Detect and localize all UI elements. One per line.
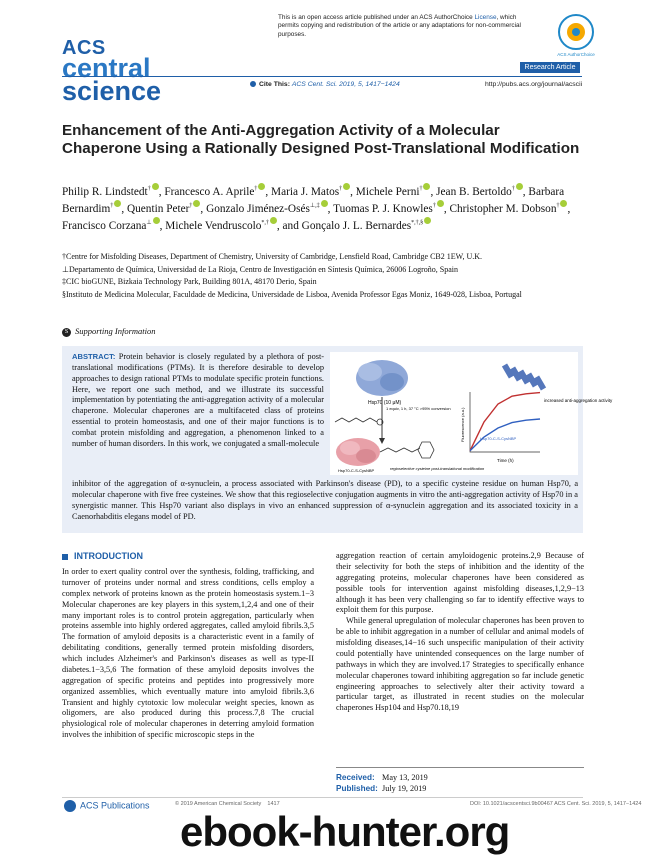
author-affiliation-mark: † xyxy=(110,203,114,210)
author-affiliation-mark: ⊥,‡ xyxy=(309,203,320,210)
orcid-icon[interactable] xyxy=(153,217,160,224)
toc-graphic xyxy=(330,352,613,475)
author-list: Philip R. Lindstedt† , Francesco A. Aprile† , Maria J. Matos† , Michele Perni† , Jean B. Bertoldo† , Barbara Bernardim† , Quentin Peter† , Gonzalo Jiménez-Osés⊥,‡ , Tuomas P. J. Knowles† , Christopher M. Dobson† , Francisco Corzana⊥ , Michele Vendruscolo*,† , and Gonçalo J. L. Bernardes*,†,§ xyxy=(62,183,587,234)
author-affiliation-mark: † xyxy=(189,203,193,210)
toc-svg xyxy=(330,352,613,475)
article-dates xyxy=(336,767,584,795)
author-name[interactable]: Gonzalo Jiménez-Osés xyxy=(206,202,310,215)
author-name[interactable]: Tuomas P. J. Knowles xyxy=(333,202,433,215)
affiliation: ⊥Departamento de Química, Universidad de La Rioja, Centro de Investigación en Síntesis Química, 26006 Logroño, Spain xyxy=(62,264,458,274)
author-name[interactable]: Christopher M. Dobson xyxy=(449,202,557,215)
authorchoice-badge-icon xyxy=(558,14,594,50)
toc-product-label: Hsp70-C-S-CysNBP xyxy=(338,468,375,473)
cite-ref: ACS Cent. Sci. 2019, 5, 1417−1424 xyxy=(291,81,400,88)
cite-icon xyxy=(250,81,256,87)
acs-logo-icon xyxy=(64,800,76,812)
author-name[interactable]: Quentin Peter xyxy=(126,202,190,215)
open-access-text-2: , which permits copying and redistribution of the article or any adaptations for non-commercial purposes. xyxy=(278,14,521,38)
orcid-icon[interactable] xyxy=(321,200,328,207)
page-number: 1417 xyxy=(267,801,280,807)
author-name[interactable]: Maria J. Matos xyxy=(271,185,340,198)
author-affiliation-mark: † xyxy=(254,186,258,192)
orcid-icon[interactable] xyxy=(258,183,265,190)
author-name[interactable]: Michele Perni xyxy=(355,185,420,198)
intro-column-2 xyxy=(336,551,584,714)
journal-logo xyxy=(62,37,162,106)
chart-series-line xyxy=(470,419,540,451)
supporting-info-label: Supporting Information xyxy=(75,326,156,336)
toc-regio-label: regioselective cysteine post-translational modification xyxy=(390,466,485,471)
author-affiliation-mark: † xyxy=(556,203,560,210)
affiliation: ‡CIC bioGUNE, Bizkaia Technology Park, Building 801A, 48170 Derio, Spain xyxy=(62,277,317,287)
author-name[interactable]: Jean B. Bertoldo xyxy=(436,185,512,198)
intro-paragraph: While general upregulation of molecular chaperones has been proven to be able to inhibit aggregation in a number of cellular and animal models of misfolding diseases,14−16 such unspecific manipulation of their activity could potentially have unintended consequences on the large number of pathways in which they are involved.17 Strategies to specifically enhance molecular chaperones toward inhibiting aggregation so far include genetic engineering approaches to selectively alter their activity toward a particular target, as illustrated in recent studies on the molecular chaperones Hsp104 and Hsp70.18,19 xyxy=(336,616,584,713)
section-heading-introduction xyxy=(62,551,143,561)
chart-axes xyxy=(470,392,540,452)
affiliation: §Instituto de Medicina Molecular, Faculdade de Medicina, Universidade de Lisboa, Avenida Professor Egas Moniz, 1649-028, Lisboa, Portugal xyxy=(62,289,522,299)
author-affiliation-mark: † xyxy=(147,186,151,192)
logo-acs: ACS xyxy=(62,37,106,59)
author-name[interactable]: Barbara Bernardim xyxy=(62,185,565,215)
conjugate-structure-icon xyxy=(380,442,434,458)
author-affiliation-mark: † xyxy=(432,203,436,210)
acs-publications-logo[interactable] xyxy=(64,800,150,812)
journal-url[interactable]: http://pubs.acs.org/journal/acscii xyxy=(485,81,583,88)
published-label: Published: xyxy=(336,784,378,794)
chart-xlabel: Time (h) xyxy=(497,458,514,463)
open-access-text-1: This is an open access article published under an ACS AuthorChoice xyxy=(278,14,473,21)
license-link[interactable]: License xyxy=(474,14,497,21)
introduction-heading: INTRODUCTION xyxy=(74,551,143,561)
footer-doi[interactable]: DOI: 10.1021/acscentsci.9b00467 ACS Cent. Sci. 2019, 5, 1417−1424 xyxy=(470,801,642,807)
abstract-text-1: Protein behavior is closely regulated by a plethora of post-translational modifications (PTMs). It is therefore desirable to develop approaches to design rational PTMs to modulate specific protein functions. Here, we report one such method, and we illustrate its successful implementation by potentiating the anti-aggregation activity of a molecular chaperone. Molecular chaperones are a multifaceted class of proteins essential to protein homeostasis, and one of their major functions is to combat protein misfolding and aggregation, a phenomenon linked to a number of human disorders. In this work, we conjugated a small-molecule xyxy=(72,352,325,448)
orcid-icon[interactable] xyxy=(423,183,430,190)
author-affiliation-mark: † xyxy=(419,186,423,192)
author-name[interactable]: Michele Vendruscolo xyxy=(165,219,262,232)
toc-hsp70-label: Hsp70 (10 μM) xyxy=(368,400,402,406)
supporting-info-icon: S xyxy=(62,328,71,337)
abstract-heading: ABSTRACT: xyxy=(72,352,116,361)
orcid-icon[interactable] xyxy=(437,200,444,207)
copyright: © 2019 American Chemical Society xyxy=(175,801,262,807)
author-affiliation-mark: † xyxy=(339,186,343,192)
received-label: Received: xyxy=(336,773,375,782)
toc-chart xyxy=(460,363,613,463)
orcid-icon[interactable] xyxy=(560,200,567,207)
author-name[interactable]: Francesco A. Aprile xyxy=(164,185,255,198)
publisher-name: ACS Publications xyxy=(80,800,150,811)
orcid-icon[interactable] xyxy=(152,183,159,190)
author-name[interactable]: Francisco Corzana xyxy=(62,219,147,232)
abstract-text-2: inhibitor of the aggregation of α-synuclein, a process associated with Parkinson's disease (PD), to a specific cysteine residue on human Hsp70, a molecular chaperone with five free cysteines. We show that this regioselective conjugation augments in vitro the anti-aggregation activity of Hsp70 in a synergistic manner. This Hsp70 variant also displays in vivo an enhanced suppression of α-synuclein aggregation and its associated toxicity in a Caenorhabditis elegans model of PD. xyxy=(72,479,578,521)
intro-paragraph: In order to exert quality control over the synthesis, folding, trafficking, and turnover of proteins under normal and stress conditions, cells employ a complex network of proteins known as the protein homeostasis system.1−3 Molecular chaperones are key players in this system,1,2,4 and one of their many important roles is to control protein aggregation, particularly when proteins assemble into highly ordered aggregates, called amyloid fibrils.3,5 The formation of amyloid deposits is a characteristic event in a family of debilitating conditions, generally termed protein misfolding disorders, which includes Alzheimer's and Parkinson's diseases as well as type-II diabetes.1−3,5,6 The formation of these amyloid deposits involves the aggregation of specific proteins and peptides into progressively more organized assemblies, which eventually mature into amyloid fibrils.3,6 Transient and highly cytotoxic low molecular weight species, known as oligomers, are also produced during this process.7,8 The crucial physiological role of molecular chaperones in deterring amyloid formation involves the inhibition of specific microscopic steps in the xyxy=(62,567,314,740)
orcid-icon[interactable] xyxy=(424,217,431,224)
footer-copyright xyxy=(175,801,280,807)
author-affiliation-mark: *,†,§ xyxy=(411,220,424,227)
toc-conditions: 1 equiv, 1 h, 37 °C >95% conversion xyxy=(386,406,451,411)
abstract-part1 xyxy=(72,352,324,450)
supporting-info-link[interactable] xyxy=(62,326,156,337)
hsp70-protein-icon xyxy=(356,360,408,396)
author-affiliation-mark: *,† xyxy=(261,220,269,227)
orcid-icon[interactable] xyxy=(193,200,200,207)
logo-science: science xyxy=(62,75,162,106)
orcid-icon[interactable] xyxy=(516,183,523,190)
published-date: July 19, 2019 xyxy=(382,784,427,794)
authorchoice-label: ACS AuthorChoice xyxy=(557,52,595,57)
article-title: Enhancement of the Anti-Aggregation Activity of a Molecular Chaperone Using a Rationally Designed Post-Translational Modification xyxy=(62,122,580,157)
chart-series-label: Hsp70-C-S-CysNBP xyxy=(480,436,517,441)
intro-paragraph: aggregation reaction of certain amyloidogenic proteins.2,9 Because of their selectivity for both the steps of inhibition and the identity of the aggregating proteins, molecular chaperones have been considered as possible tools for intervention against misfolding diseases,1,2,9−13 although it has been very challenging so far to identify effective ways to exploit them for this purpose. xyxy=(336,551,584,615)
affiliation: †Centre for Misfolding Diseases, Department of Chemistry, University of Cambridge, Lensfield Road, Cambridge CB2 1EW, U.K. xyxy=(62,252,482,261)
cite-label: Cite This: xyxy=(259,81,290,88)
orcid-icon[interactable] xyxy=(343,183,350,190)
orcid-icon[interactable] xyxy=(114,200,121,207)
article-type-badge: Research Article xyxy=(520,62,580,73)
section-square-icon xyxy=(62,554,68,560)
author-affiliation-mark: † xyxy=(511,186,515,192)
author-affiliation-mark: ⊥ xyxy=(146,220,152,227)
affiliations xyxy=(62,251,587,301)
chart-annotation: increased anti-aggregation activity xyxy=(544,398,613,403)
open-access-notice xyxy=(278,14,538,39)
received-date: May 13, 2019 xyxy=(382,773,428,782)
watermark: ebook-hunter.org xyxy=(180,808,510,855)
footer-divider xyxy=(62,797,583,798)
orcid-icon[interactable] xyxy=(270,217,277,224)
logo-central: central xyxy=(62,53,151,83)
author-name[interactable]: and Gonçalo J. L. Bernardes xyxy=(282,219,412,232)
small-molecule-icon xyxy=(335,418,383,425)
intro-column-1 xyxy=(62,567,314,741)
chart-ylabel: Fluorescence (a.u.) xyxy=(460,407,465,442)
cite-this[interactable] xyxy=(250,81,400,88)
chart-series-line xyxy=(470,393,540,451)
author-name[interactable]: Philip R. Lindstedt xyxy=(62,185,148,198)
header-divider xyxy=(62,76,582,77)
modified-protein-icon xyxy=(336,438,380,466)
